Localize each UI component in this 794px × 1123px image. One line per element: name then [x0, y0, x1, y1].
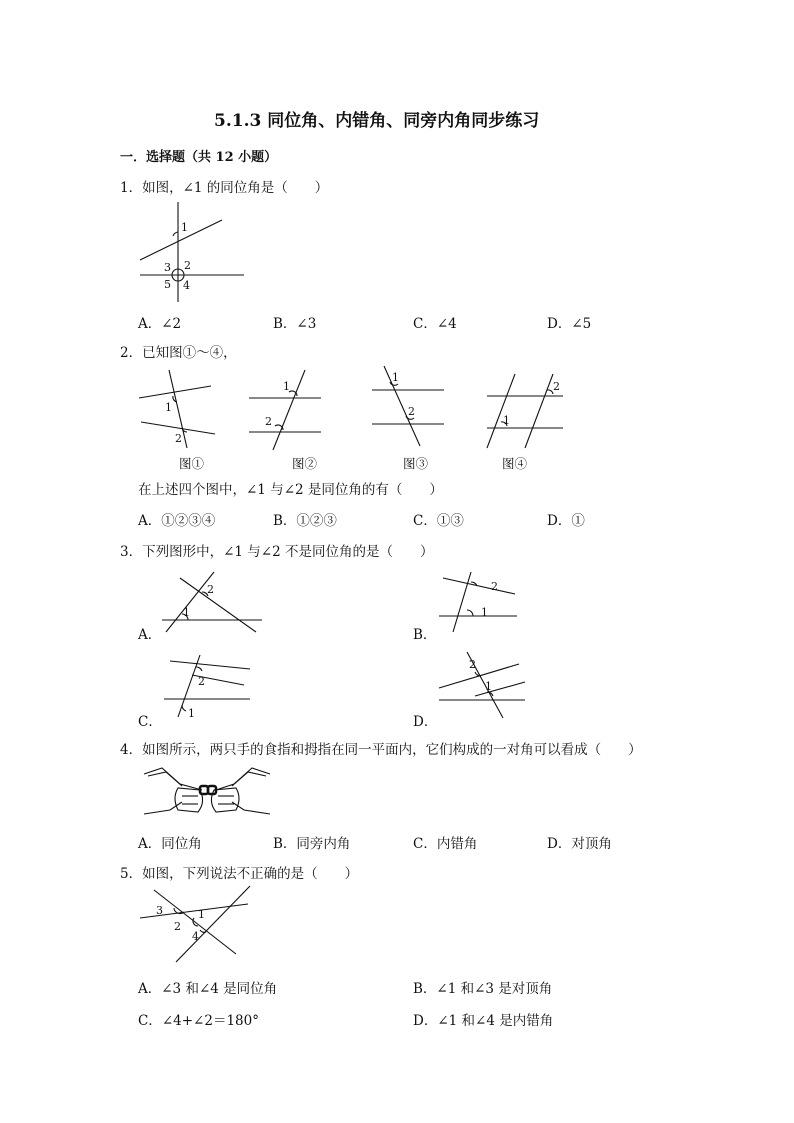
q2-caption-1: 图①: [179, 456, 205, 471]
q5-option-a[interactable]: A．∠3 和∠4 是同位角: [138, 981, 278, 997]
q3-option-b[interactable]: B．: [413, 627, 437, 643]
q2-figure-2: [245, 366, 330, 451]
q3d-label-1: 1: [485, 680, 492, 693]
q1-option-d[interactable]: D．∠5: [547, 316, 592, 332]
q5-option-c[interactable]: C．∠4+∠2＝180°: [138, 1013, 259, 1029]
q5-option-b[interactable]: B．∠1 和∠3 是对顶角: [413, 981, 553, 997]
q3-figure-a: [158, 568, 268, 638]
q1-label-4: 4: [183, 279, 190, 292]
q3b-label-1: 1: [481, 606, 488, 619]
q3b-label-2: 2: [491, 580, 498, 593]
q1-option-c[interactable]: C．∠4: [413, 316, 457, 332]
question-2-stem: 2．已知图①～④，: [120, 345, 237, 361]
q1-arc-1: [173, 232, 178, 236]
q2-option-c[interactable]: C．①③: [413, 513, 464, 529]
q3-figure-d: [435, 652, 530, 718]
q5-label-1: 1: [198, 908, 205, 921]
question-1-stem: 1．如图，∠1 的同位角是（ ）: [120, 180, 329, 196]
q5-option-d[interactable]: D．∠1 和∠4 是内错角: [413, 1013, 554, 1029]
q4-hands-figure: [140, 762, 275, 824]
q3-option-d[interactable]: D．: [413, 714, 438, 730]
q2-figure-4: [483, 370, 568, 455]
q2-f3-label-1: 1: [392, 371, 399, 384]
q1-option-b[interactable]: B．∠3: [273, 316, 317, 332]
q2-f1-label-1: 1: [165, 401, 172, 414]
q2-f2-label-2: 2: [265, 415, 272, 428]
page-title: 5.1.3 同位角、内错角、同旁内角同步练习: [214, 111, 540, 131]
q2-f4-label-1: 1: [503, 414, 510, 427]
q2-f1-label-2: 2: [175, 432, 182, 445]
q2-figure-3: [368, 362, 453, 447]
q1-label-1: 1: [181, 221, 188, 234]
question-4-stem: 4．如图所示，两只手的食指和拇指在同一平面内，它们构成的一对角可以看成（ ）: [120, 742, 642, 758]
q4-option-c[interactable]: C．内错角: [413, 836, 478, 852]
question-1-figure: [130, 198, 255, 308]
q3-option-a[interactable]: A．: [138, 627, 162, 643]
q4-option-b[interactable]: B．同旁内角: [273, 836, 351, 852]
q2-caption-2: 图②: [292, 456, 318, 471]
q3a-label-2: 2: [207, 583, 214, 596]
q5-label-2: 2: [174, 920, 181, 933]
q3a-label-1: 1: [183, 606, 190, 619]
question-2-subquestion: 在上述四个图中，∠1 与∠2 是同位角的有（ ）: [138, 482, 443, 498]
q4-option-a[interactable]: A．同位角: [138, 836, 202, 852]
q2-figure-1: [135, 366, 220, 451]
section-heading: 一．选择题（共 12 小题）: [120, 150, 278, 165]
question-5-stem: 5．如图，下列说法不正确的是（ ）: [120, 866, 359, 882]
q2-f3-label-2: 2: [408, 405, 415, 418]
q3d-label-2: 2: [469, 658, 476, 671]
q2-caption-4: 图④: [502, 456, 528, 471]
q2-caption-3: 图③: [403, 456, 429, 471]
q4-option-d[interactable]: D．对顶角: [547, 836, 612, 852]
q2-f4-label-2: 2: [553, 380, 560, 393]
q3c-label-2: 2: [198, 675, 205, 688]
q1-label-2: 2: [184, 259, 191, 272]
q3c-label-1: 1: [188, 707, 195, 720]
q1-label-5: 5: [164, 278, 171, 291]
q3-figure-c: [160, 655, 260, 721]
q2-option-a[interactable]: A．①②③④: [138, 513, 216, 529]
q5-label-4: 4: [192, 930, 199, 943]
q2-f2-label-1: 1: [283, 380, 290, 393]
q3-option-c[interactable]: C．: [138, 714, 162, 730]
q2-option-d[interactable]: D．①: [547, 513, 585, 529]
q1-option-a[interactable]: A．∠2: [138, 316, 182, 332]
q1-label-3: 3: [164, 261, 171, 274]
q2-option-b[interactable]: B．①②③: [273, 513, 337, 529]
q5-label-3: 3: [156, 904, 163, 917]
q3-figure-b: [435, 572, 525, 634]
question-3-stem: 3．下列图形中，∠1 与∠2 不是同位角的是（ ）: [120, 544, 434, 560]
q5-figure: [136, 884, 256, 964]
